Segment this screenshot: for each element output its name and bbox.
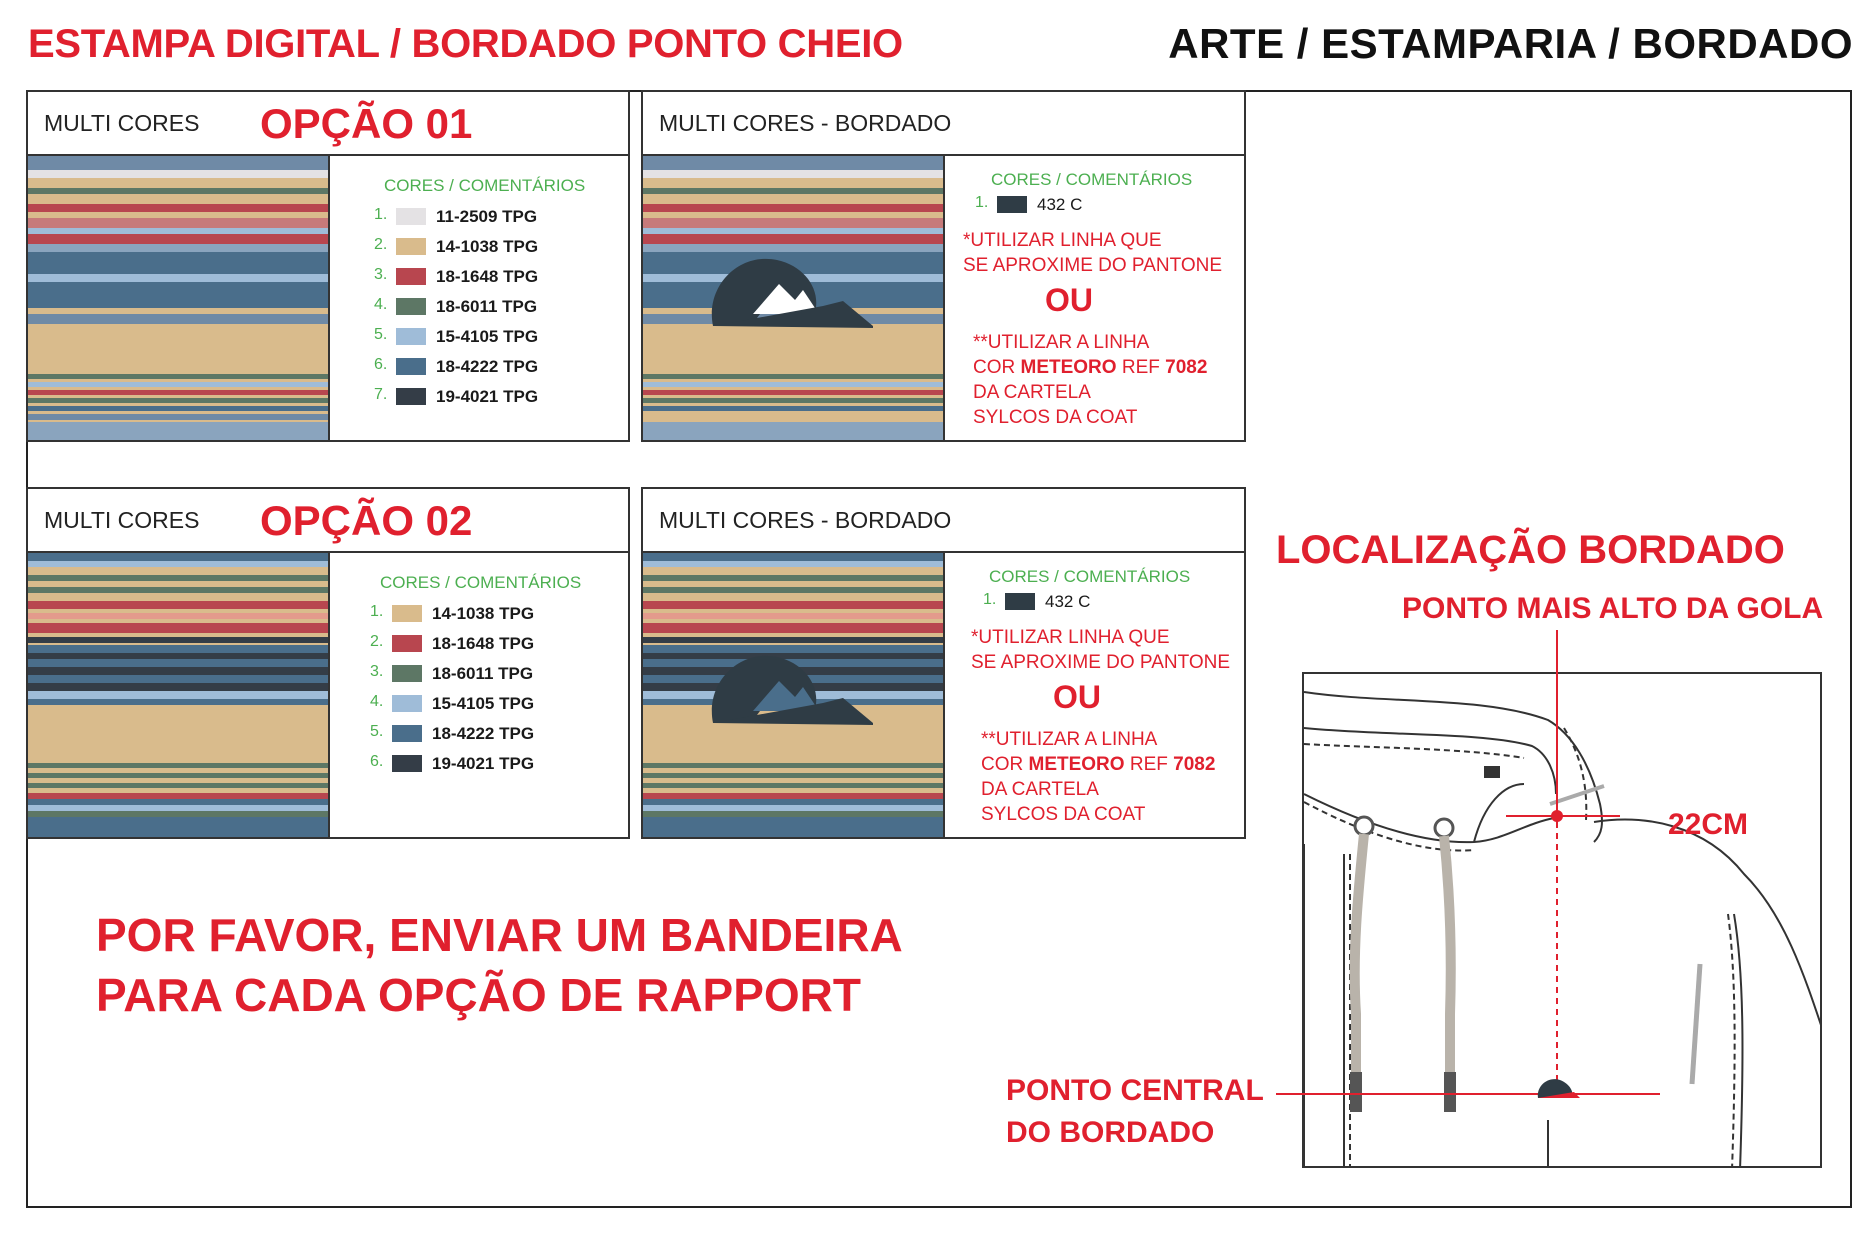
color-chip: [396, 298, 426, 315]
color-chip: [997, 196, 1027, 213]
note-line: **UTILIZAR A LINHA: [981, 729, 1158, 750]
color-number: 4.: [374, 296, 388, 313]
color-code: 14-1038 TPG: [436, 237, 539, 256]
color-chip: [396, 388, 426, 405]
option2-embroidery-panel: [641, 487, 1246, 839]
color-number: 2.: [370, 633, 384, 650]
color-code: 18-4222 TPG: [436, 357, 539, 376]
color-code: 18-1648 TPG: [432, 634, 535, 653]
color-number: 6.: [370, 753, 384, 770]
measurement-overlay: [1276, 630, 1836, 1130]
color-chip: [392, 695, 422, 712]
note-line: SE APROXIME DO PANTONE: [963, 255, 1223, 276]
top-point-label: PONTO MAIS ALTO DA GOLA: [1402, 592, 1824, 625]
color-code: 432 C: [1045, 592, 1091, 611]
color-number: 3.: [374, 266, 388, 283]
option2-panel-title: MULTI CORES: [44, 507, 200, 533]
color-chip: [392, 635, 422, 652]
option1-pattern-svg: [28, 156, 330, 440]
color-number: 4.: [370, 693, 384, 710]
request-line-1: POR FAVOR, ENVIAR UM BANDEIRA: [96, 909, 903, 961]
color-chip: [1005, 593, 1035, 610]
color-number: 1.: [370, 603, 384, 620]
option1-embroidery-note2: [973, 330, 1207, 430]
color-code: 15-4105 TPG: [432, 694, 535, 713]
color-chip: [392, 755, 422, 772]
option2-panel-header: [28, 489, 628, 553]
color-chip: [396, 208, 426, 225]
center-point-label: [1006, 1070, 1264, 1154]
note-line: DA CARTELA: [981, 779, 1099, 800]
note-line: COR METEORO REF 7082: [973, 357, 1208, 378]
option1-embroidery-title: MULTI CORES - BORDADO: [659, 110, 952, 136]
color-chip: [396, 268, 426, 285]
note-line: *UTILIZAR LINHA QUE: [963, 230, 1162, 251]
color-number: 6.: [374, 356, 388, 373]
color-chip: [392, 665, 422, 682]
color-number: 1.: [975, 194, 989, 211]
option1-label: OPÇÃO 01: [260, 100, 473, 147]
option1-panel-header: [28, 92, 628, 156]
option1-pattern: [28, 156, 330, 440]
color-code: 18-4222 TPG: [432, 724, 535, 743]
option1-embroidery-header: [643, 92, 1244, 156]
note-line: SE APROXIME DO PANTONE: [971, 652, 1231, 673]
option1-embroidery-ou: OU: [1045, 282, 1093, 318]
option2-embroidery-pattern: [643, 553, 945, 837]
color-number: 1.: [374, 206, 388, 223]
option1-panel: [26, 90, 630, 442]
option2-embroidery-header: [643, 489, 1244, 553]
location-title: LOCALIZAÇÃO BORDADO: [1276, 528, 1785, 572]
color-number: 5.: [370, 723, 384, 740]
option1-info: [330, 156, 628, 440]
option2-embroidery-note2: [981, 727, 1215, 827]
option2-colors-heading: CORES / COMENTÁRIOS: [380, 573, 582, 592]
option1-colors-heading: CORES / COMENTÁRIOS: [384, 176, 586, 195]
color-chip: [396, 358, 426, 375]
header-left-title: ESTAMPA DIGITAL / BORDADO PONTO CHEIO: [28, 22, 903, 66]
option2-embroidery-title: MULTI CORES - BORDADO: [659, 507, 952, 533]
color-number: 2.: [374, 236, 388, 253]
option1-embroidery-info: [945, 156, 1244, 440]
color-code: 18-1648 TPG: [436, 267, 539, 286]
option1-panel-title: MULTI CORES: [44, 110, 200, 136]
option2-label: OPÇÃO 02: [260, 497, 473, 544]
color-chip: [396, 328, 426, 345]
option2-embroidery-heading: CORES / COMENTÁRIOS: [989, 567, 1191, 586]
color-number: 1.: [983, 591, 997, 608]
color-chip: [396, 238, 426, 255]
color-chip: [392, 725, 422, 742]
option2-panel: [26, 487, 630, 839]
option1-embroidery-svg: [643, 156, 945, 440]
request-line-2: PARA CADA OPÇÃO DE RAPPORT: [96, 969, 861, 1021]
option1-embroidery-note1: [963, 228, 1222, 278]
color-number: 5.: [374, 326, 388, 343]
note-line: **UTILIZAR A LINHA: [973, 332, 1150, 353]
center-line-1: PONTO CENTRAL: [1006, 1074, 1264, 1107]
gola-point-marker: [1551, 810, 1563, 822]
note-line: SYLCOS DA COAT: [981, 804, 1146, 825]
note-line: DA CARTELA: [973, 382, 1091, 403]
embroidery-position-logo-icon: [1538, 1079, 1580, 1098]
option1-embroidery-pattern: [643, 156, 945, 440]
color-code: 18-6011 TPG: [432, 664, 534, 683]
color-number: 3.: [370, 663, 384, 680]
option1-embroidery-heading: CORES / COMENTÁRIOS: [991, 170, 1193, 189]
note-line: COR METEORO REF 7082: [981, 754, 1216, 775]
color-chip: [392, 605, 422, 622]
header-right-title: ARTE / ESTAMPARIA / BORDADO: [1168, 20, 1853, 67]
color-code: 19-4021 TPG: [436, 387, 539, 406]
color-number: 7.: [374, 386, 388, 403]
option2-embroidery-note1: [971, 625, 1230, 675]
option2-embroidery-info: [945, 553, 1244, 837]
request-message: [96, 905, 903, 1025]
option2-embroidery-svg: [643, 553, 945, 837]
note-line: SYLCOS DA COAT: [973, 407, 1138, 428]
option1-embroidery-panel: [641, 90, 1246, 442]
center-line-2: DO BORDADO: [1006, 1116, 1215, 1149]
color-code: 15-4105 TPG: [436, 327, 539, 346]
option2-pattern-svg: [28, 553, 330, 837]
color-code: 432 C: [1037, 195, 1083, 214]
measure-label: 22CM: [1668, 808, 1749, 841]
color-code: 18-6011 TPG: [436, 297, 538, 316]
color-code: 14-1038 TPG: [432, 604, 535, 623]
option2-info: [330, 553, 628, 837]
option2-pattern: [28, 553, 330, 837]
color-code: 11-2509 TPG: [436, 207, 538, 226]
note-line: *UTILIZAR LINHA QUE: [971, 627, 1170, 648]
color-code: 19-4021 TPG: [432, 754, 535, 773]
option2-embroidery-ou: OU: [1053, 679, 1101, 715]
